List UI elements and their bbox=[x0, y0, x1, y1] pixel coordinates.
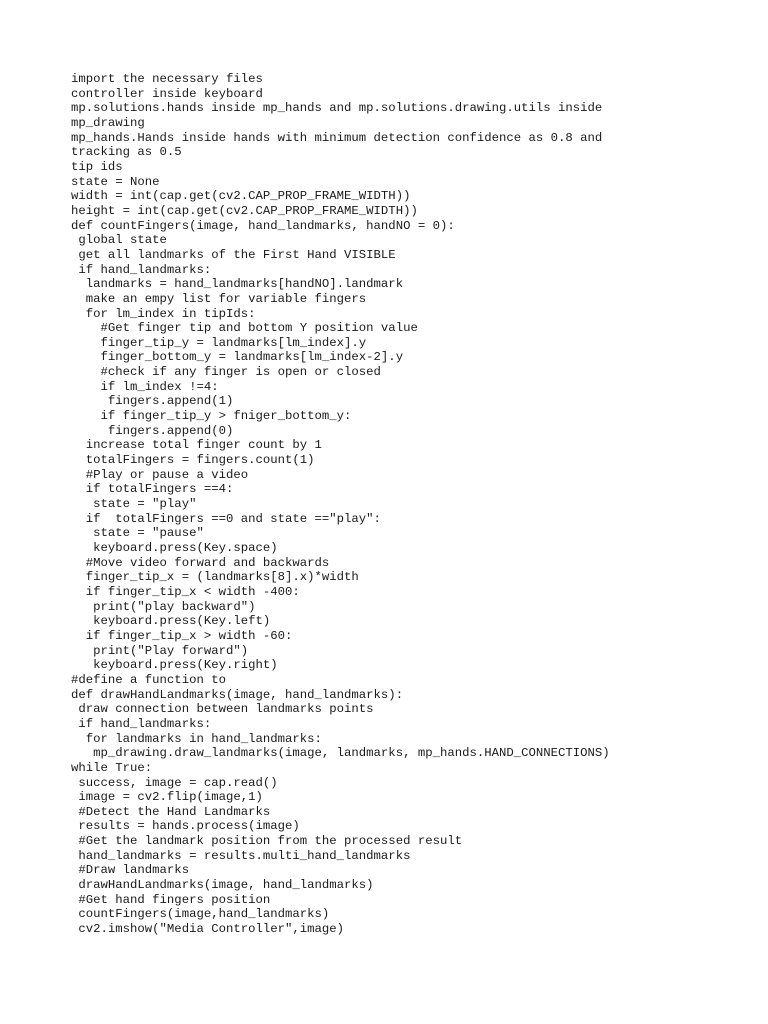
text-line: draw connection between landmarks points bbox=[71, 702, 374, 717]
text-line: for landmarks in hand_landmarks: bbox=[71, 731, 322, 746]
text-line: keyboard.press(Key.left) bbox=[71, 614, 271, 629]
text-line: fingers.append(1) bbox=[71, 394, 234, 409]
text-line: cv2.imshow("Media Controller",image) bbox=[71, 922, 345, 937]
document-body bbox=[71, 72, 711, 937]
text-line: if hand_landmarks: bbox=[71, 262, 212, 277]
text-line: def countFingers(image, hand_landmarks, handNO = 0): bbox=[71, 218, 455, 233]
text-line: results = hands.process(image) bbox=[71, 819, 300, 834]
text-line: finger_tip_y = landmarks[lm_index].y bbox=[71, 335, 367, 350]
text-line: hand_landmarks = results.multi_hand_landmarks bbox=[71, 848, 411, 863]
text-line: state = "pause" bbox=[71, 526, 204, 541]
text-line: print("Play forward") bbox=[71, 643, 249, 658]
text-line: if hand_landmarks: bbox=[71, 716, 212, 731]
text-line: mp_drawing.draw_landmarks(image, landmarks, mp_hands.HAND_CONNECTIONS) bbox=[71, 746, 610, 761]
text-line: finger_bottom_y = landmarks[lm_index-2].y bbox=[71, 350, 404, 365]
text-line: tip ids bbox=[71, 159, 123, 174]
text-line: tracking as 0.5 bbox=[71, 145, 182, 160]
text-line: #Get finger tip and bottom Y position value bbox=[71, 321, 418, 336]
text-line: print("play backward") bbox=[71, 599, 256, 614]
text-line: if finger_tip_y > fniger_bottom_y: bbox=[71, 409, 352, 424]
text-line: def drawHandLandmarks(image, hand_landmarks): bbox=[71, 687, 404, 702]
text-line: success, image = cap.read() bbox=[71, 775, 278, 790]
text-line: landmarks = hand_landmarks[handNO].landmark bbox=[71, 277, 404, 292]
text-line: fingers.append(0) bbox=[71, 423, 234, 438]
text-line: for lm_index in tipIds: bbox=[71, 306, 256, 321]
text-line: if lm_index !=4: bbox=[71, 379, 219, 394]
text-line: get all landmarks of the First Hand VISIBLE bbox=[71, 247, 396, 262]
text-line: if totalFingers ==4: bbox=[71, 482, 234, 497]
text-line: import the necessary files bbox=[71, 72, 263, 86]
text-line: keyboard.press(Key.space) bbox=[71, 541, 278, 555]
text-line: state = None bbox=[71, 174, 160, 189]
text-line: totalFingers = fingers.count(1) bbox=[71, 453, 315, 468]
text-line: mp_hands.Hands inside hands with minimum detection confidence as 0.8 and bbox=[71, 130, 603, 145]
text-line: drawHandLandmarks(image, hand_landmarks) bbox=[71, 878, 374, 893]
text-line: mp.solutions.hands inside mp_hands and mp.solutions.drawing.utils inside bbox=[71, 101, 603, 116]
text-line: #Detect the Hand Landmarks bbox=[71, 804, 271, 819]
text-line: global state bbox=[71, 233, 167, 248]
text-line: while True: bbox=[71, 760, 153, 775]
text-line: if finger_tip_x < width -400: bbox=[71, 584, 300, 599]
text-line: increase total finger count by 1 bbox=[71, 438, 322, 453]
text-line: countFingers(image,hand_landmarks) bbox=[71, 907, 330, 922]
text-line: mp_drawing bbox=[71, 115, 145, 130]
text-line: #Play or pause a video bbox=[71, 467, 249, 482]
text-line: height = int(cap.get(cv2.CAP_PROP_FRAME_WIDTH)) bbox=[71, 203, 418, 218]
text-line: #Get hand fingers position bbox=[71, 892, 271, 907]
text-line: controller inside keyboard bbox=[71, 86, 263, 101]
text-line: make an empy list for variable fingers bbox=[71, 291, 367, 306]
text-line: #check if any finger is open or closed bbox=[71, 365, 381, 380]
text-line: width = int(cap.get(cv2.CAP_PROP_FRAME_WIDTH)) bbox=[71, 189, 411, 204]
text-line: #Get the landmark position from the processed result bbox=[71, 834, 463, 849]
text-line: #Move video forward and backwards bbox=[71, 555, 330, 570]
text-line: state = "play" bbox=[71, 497, 197, 512]
text-line: finger_tip_x = (landmarks[8].x)*width bbox=[71, 570, 359, 585]
text-line: if finger_tip_x > width -60: bbox=[71, 628, 293, 643]
text-line: if totalFingers ==0 and state =="play": bbox=[71, 511, 381, 526]
text-line: #Draw landmarks bbox=[71, 863, 190, 878]
text-line: keyboard.press(Key.right) bbox=[71, 658, 278, 673]
text-line: image = cv2.flip(image,1) bbox=[71, 790, 263, 805]
text-line: #define a function to bbox=[71, 672, 226, 687]
